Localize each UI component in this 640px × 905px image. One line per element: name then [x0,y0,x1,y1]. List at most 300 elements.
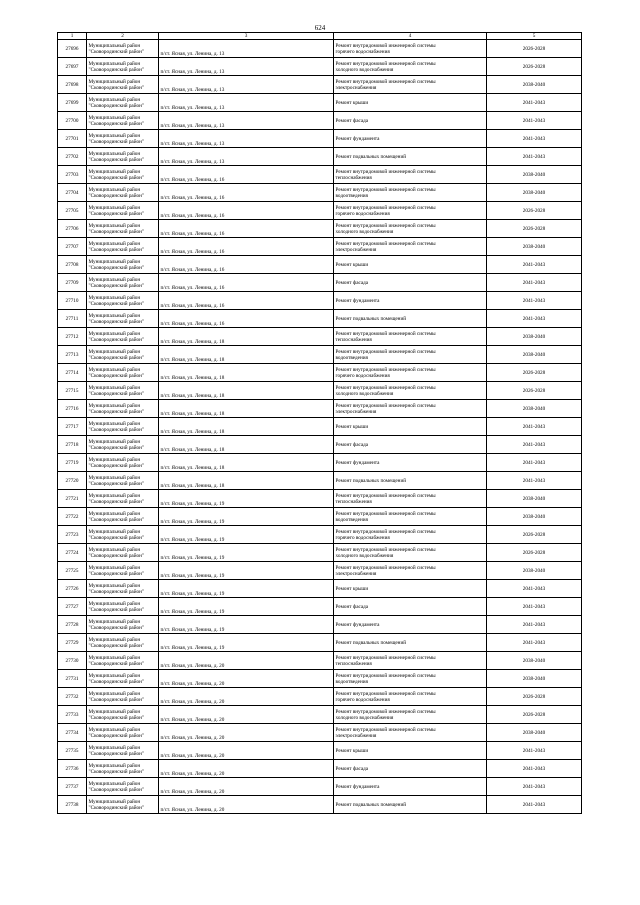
district-line: Муниципальный район [88,510,141,517]
district-cell [87,616,159,634]
address-cell: п/ст. Ясная, ул. Ленина, д. 20 [159,706,334,724]
work-type-line: холодного водоснабжения [335,390,394,397]
years-cell: 2041-2043 [487,256,582,274]
work-type-line: Ремонт внутридомовой инженерной системы [335,222,436,229]
table-row [58,40,582,58]
table-row [58,112,582,130]
row-number-cell: 27732 [58,688,87,706]
work-type-line: Ремонт внутридомовой инженерной системы [335,528,436,535]
district-line: "Сковородинский район" [88,750,144,757]
address-cell: п/ст. Ясная, ул. Ленина, д. 18 [159,418,334,436]
row-number-cell: 27725 [58,562,87,580]
table-row [58,436,582,454]
years-cell: 2038-2040 [487,346,582,364]
district-line: Муниципальный район [88,546,141,553]
district-cell [87,220,159,238]
district-cell [87,724,159,742]
table-row [58,364,582,382]
work-type-line: Ремонт фасада [335,603,369,610]
district-cell [87,544,159,562]
work-type-line: Ремонт внутридомовой инженерной системы [335,186,436,193]
address-cell: п/ст. Ясная, ул. Ленина, д. 16 [159,274,334,292]
table-row [58,382,582,400]
years-cell: 2041-2043 [487,778,582,796]
work-type-cell [334,472,487,490]
work-type-cell [334,418,487,436]
years-cell: 2041-2043 [487,598,582,616]
page-number: 624 [314,24,326,32]
work-type-line: Ремонт подвальных помещений [335,315,407,322]
address-cell: п/ст. Ясная, ул. Ленина, д. 16 [159,166,334,184]
work-type-line: Ремонт внутридомовой инженерной системы [335,492,436,499]
work-type-line: Ремонт внутридомовой инженерной системы [335,240,436,247]
district-line: Муниципальный район [88,348,141,355]
district-cell [87,94,159,112]
district-line: Муниципальный район [88,690,141,697]
address-cell: п/ст. Ясная, ул. Ленина, д. 18 [159,436,334,454]
work-type-cell [334,598,487,616]
work-type-cell [334,274,487,292]
district-line: "Сковородинский район" [88,480,144,487]
work-type-line: Ремонт подвальных помещений [335,153,407,160]
row-number-cell: 27727 [58,598,87,616]
work-type-line: Ремонт внутридомовой инженерной системы [335,204,436,211]
work-type-line: Ремонт подвальных помещений [335,639,407,646]
district-line: Муниципальный район [88,474,141,481]
district-cell [87,112,159,130]
years-cell: 2026-2028 [487,220,582,238]
work-type-line: Ремонт внутридомовой инженерной системы [335,690,436,697]
work-type-cell [334,562,487,580]
work-type-cell [334,202,487,220]
years-cell: 2038-2040 [487,184,582,202]
district-line: Муниципальный район [88,672,141,679]
district-line: "Сковородинский район" [88,804,144,811]
work-type-line: Ремонт подвальных помещений [335,477,407,484]
district-line: "Сковородинский район" [88,390,144,397]
work-type-cell [334,382,487,400]
work-type-cell [334,184,487,202]
work-type-line: Ремонт внутридомовой инженерной системы [335,78,436,85]
work-type-line: Ремонт внутридомовой инженерной системы [335,546,436,553]
work-type-line: Ремонт крыши [335,747,369,754]
years-cell: 2026-2028 [487,526,582,544]
column-header: 2 [87,33,159,40]
district-line: "Сковородинский район" [88,786,144,793]
district-cell [87,760,159,778]
work-type-line: электроснабжения [335,84,377,91]
address-cell: п/ст. Ясная, ул. Ленина, д. 18 [159,346,334,364]
table-row [58,58,582,76]
row-number-cell: 27700 [58,112,87,130]
district-line: "Сковородинский район" [88,696,144,703]
address-cell: п/ст. Ясная, ул. Ленина, д. 19 [159,490,334,508]
district-line: "Сковородинский район" [88,372,144,379]
table-row [58,400,582,418]
address-cell: п/ст. Ясная, ул. Ленина, д. 16 [159,220,334,238]
district-line: Муниципальный район [88,618,141,625]
column-header: 5 [487,33,582,40]
work-type-line: холодного водоснабжения [335,228,394,235]
address-cell: п/ст. Ясная, ул. Ленина, д. 18 [159,382,334,400]
table-row [58,742,582,760]
district-line: Муниципальный район [88,294,141,301]
table-row [58,184,582,202]
work-type-line: Ремонт внутридомовой инженерной системы [335,564,436,571]
row-number-cell: 27721 [58,490,87,508]
district-cell [87,346,159,364]
district-line: Муниципальный район [88,600,141,607]
district-cell [87,706,159,724]
years-cell: 2026-2028 [487,58,582,76]
work-type-line: Ремонт внутридомовой инженерной системы [335,726,436,733]
district-line: Муниципальный район [88,222,141,229]
work-type-cell [334,256,487,274]
district-line: Муниципальный район [88,204,141,211]
row-number-cell: 27699 [58,94,87,112]
row-number-cell: 27701 [58,130,87,148]
table-row [58,688,582,706]
work-type-cell [334,688,487,706]
district-cell [87,508,159,526]
district-line: Муниципальный район [88,258,141,265]
district-line: Муниципальный район [88,132,141,139]
district-line: "Сковородинский район" [88,210,144,217]
address-cell: п/ст. Ясная, ул. Ленина, д. 16 [159,292,334,310]
years-cell: 2041-2043 [487,760,582,778]
district-line: Муниципальный район [88,78,141,85]
district-line: "Сковородинский район" [88,624,144,631]
district-cell [87,454,159,472]
work-type-cell [334,742,487,760]
district-line: "Сковородинский район" [88,426,144,433]
address-cell: п/ст. Ясная, ул. Ленина, д. 16 [159,202,334,220]
district-line: Муниципальный район [88,330,141,337]
table-row [58,148,582,166]
row-number-cell: 27714 [58,364,87,382]
work-type-line: водоотведения [335,678,368,685]
work-type-line: Ремонт фундамента [335,621,380,628]
row-number-cell: 27709 [58,274,87,292]
repair-schedule-table [57,32,582,814]
district-cell [87,688,159,706]
district-line: "Сковородинский район" [88,264,144,271]
row-number-cell: 27731 [58,670,87,688]
work-type-line: горячего водоснабжения [335,210,390,217]
work-type-line: Ремонт внутридомовой инженерной системы [335,402,436,409]
table-row [58,454,582,472]
work-type-line: Ремонт внутридомовой инженерной системы [335,384,436,391]
table-row [58,544,582,562]
work-type-line: холодного водоснабжения [335,66,394,73]
table-row [58,580,582,598]
work-type-line: теплоснабжения [335,498,372,505]
work-type-line: Ремонт внутридомовой инженерной системы [335,330,436,337]
work-type-line: Ремонт крыши [335,585,369,592]
work-type-cell [334,364,487,382]
district-line: "Сковородинский район" [88,732,144,739]
district-line: Муниципальный район [88,654,141,661]
district-line: Муниципальный район [88,798,141,805]
address-cell: п/ст. Ясная, ул. Ленина, д. 20 [159,652,334,670]
row-number-cell: 27698 [58,76,87,94]
table-body [58,40,582,814]
years-cell: 2026-2028 [487,202,582,220]
address-cell: п/ст. Ясная, ул. Ленина, д. 18 [159,400,334,418]
table-row [58,526,582,544]
row-number-cell: 27726 [58,580,87,598]
district-line: "Сковородинский район" [88,606,144,613]
table-row [58,292,582,310]
work-type-line: Ремонт внутридомовой инженерной системы [335,672,436,679]
years-cell: 2041-2043 [487,742,582,760]
table-row [58,94,582,112]
work-type-line: электроснабжения [335,732,377,739]
district-cell [87,598,159,616]
district-line: Муниципальный район [88,492,141,499]
table-row [58,778,582,796]
years-cell: 2038-2040 [487,724,582,742]
row-number-cell: 27736 [58,760,87,778]
row-number-cell: 27728 [58,616,87,634]
row-number-cell: 27712 [58,328,87,346]
district-line: Муниципальный район [88,366,141,373]
work-type-line: горячего водоснабжения [335,372,390,379]
address-cell: п/ст. Ясная, ул. Ленина, д. 19 [159,562,334,580]
district-line: "Сковородинский район" [88,318,144,325]
years-cell: 2041-2043 [487,454,582,472]
district-line: "Сковородинский район" [88,498,144,505]
address-cell: п/ст. Ясная, ул. Ленина, д. 13 [159,148,334,166]
years-cell: 2038-2040 [487,400,582,418]
years-cell: 2026-2028 [487,382,582,400]
work-type-line: водоотведения [335,354,368,361]
work-type-line: Ремонт фасада [335,117,369,124]
district-line: Муниципальный район [88,150,141,157]
table-row [58,724,582,742]
row-number-cell: 27719 [58,454,87,472]
district-line: Муниципальный район [88,780,141,787]
work-type-line: теплоснабжения [335,174,372,181]
district-cell [87,184,159,202]
address-cell: п/ст. Ясная, ул. Ленина, д. 13 [159,40,334,58]
work-type-line: Ремонт подвальных помещений [335,801,407,808]
row-number-cell: 27705 [58,202,87,220]
row-number-cell: 27706 [58,220,87,238]
row-number-cell: 27724 [58,544,87,562]
district-line: Муниципальный район [88,762,141,769]
row-number-cell: 27707 [58,238,87,256]
years-cell: 2026-2028 [487,706,582,724]
address-cell: п/ст. Ясная, ул. Ленина, д. 20 [159,670,334,688]
work-type-line: водоотведения [335,516,368,523]
district-cell [87,76,159,94]
years-cell: 2041-2043 [487,796,582,814]
district-cell [87,364,159,382]
address-cell: п/ст. Ясная, ул. Ленина, д. 19 [159,544,334,562]
address-cell: п/ст. Ясная, ул. Ленина, д. 13 [159,112,334,130]
work-type-cell [334,706,487,724]
district-cell [87,580,159,598]
district-cell [87,58,159,76]
years-cell: 2038-2040 [487,166,582,184]
row-number-cell: 27711 [58,310,87,328]
district-cell [87,274,159,292]
district-line: "Сковородинский район" [88,102,144,109]
years-cell: 2038-2040 [487,508,582,526]
address-cell: п/ст. Ясная, ул. Ленина, д. 20 [159,760,334,778]
years-cell: 2041-2043 [487,472,582,490]
district-cell [87,166,159,184]
work-type-line: Ремонт внутридомовой инженерной системы [335,708,436,715]
district-line: Муниципальный район [88,60,141,67]
district-line: "Сковородинский район" [88,642,144,649]
district-cell [87,382,159,400]
work-type-line: Ремонт внутридомовой инженерной системы [335,366,436,373]
work-type-line: Ремонт фундамента [335,297,380,304]
district-line: "Сковородинский район" [88,462,144,469]
years-cell: 2038-2040 [487,562,582,580]
district-line: "Сковородинский район" [88,408,144,415]
row-number-cell: 27733 [58,706,87,724]
work-type-line: Ремонт внутридомовой инженерной системы [335,168,436,175]
district-line: Муниципальный район [88,564,141,571]
table-row [58,238,582,256]
district-cell [87,310,159,328]
table-row [58,670,582,688]
district-line: "Сковородинский район" [88,48,144,55]
table-row [58,220,582,238]
years-cell: 2041-2043 [487,310,582,328]
table-row [58,706,582,724]
district-cell [87,436,159,454]
work-type-line: теплоснабжения [335,336,372,343]
district-line: "Сковородинский район" [88,570,144,577]
district-line: "Сковородинский район" [88,66,144,73]
district-line: "Сковородинский район" [88,300,144,307]
table-row [58,328,582,346]
work-type-line: Ремонт крыши [335,261,369,268]
years-cell: 2041-2043 [487,94,582,112]
row-number-cell: 27696 [58,40,87,58]
district-line: "Сковородинский район" [88,336,144,343]
years-cell: 2041-2043 [487,274,582,292]
address-cell: п/ст. Ясная, ул. Ленина, д. 19 [159,526,334,544]
table-row [58,346,582,364]
district-line: "Сковородинский район" [88,678,144,685]
work-type-cell [334,76,487,94]
years-cell: 2038-2040 [487,490,582,508]
table-row [58,634,582,652]
years-cell: 2026-2028 [487,364,582,382]
address-cell: п/ст. Ясная, ул. Ленина, д. 18 [159,454,334,472]
district-line: "Сковородинский район" [88,354,144,361]
years-cell: 2038-2040 [487,652,582,670]
row-number-cell: 27738 [58,796,87,814]
district-cell [87,130,159,148]
row-number-cell: 27704 [58,184,87,202]
work-type-line: Ремонт внутридомовой инженерной системы [335,510,436,517]
work-type-cell [334,40,487,58]
work-type-cell [334,220,487,238]
work-type-cell [334,580,487,598]
row-number-cell: 27702 [58,148,87,166]
row-number-cell: 27713 [58,346,87,364]
work-type-cell [334,292,487,310]
address-cell: п/ст. Ясная, ул. Ленина, д. 16 [159,184,334,202]
work-type-cell [334,454,487,472]
district-line: Муниципальный район [88,114,141,121]
district-cell [87,652,159,670]
work-type-cell [334,112,487,130]
row-number-cell: 27710 [58,292,87,310]
work-type-line: Ремонт внутридомовой инженерной системы [335,654,436,661]
row-number-cell: 27735 [58,742,87,760]
district-cell [87,472,159,490]
district-line: Муниципальный район [88,636,141,643]
work-type-line: Ремонт внутридомовой инженерной системы [335,60,436,67]
work-type-line: Ремонт фундамента [335,135,380,142]
table-row [58,472,582,490]
row-number-cell: 27715 [58,382,87,400]
work-type-cell [334,796,487,814]
work-type-line: Ремонт крыши [335,423,369,430]
table-row [58,310,582,328]
work-type-line: горячего водоснабжения [335,534,390,541]
work-type-cell [334,94,487,112]
row-number-cell: 27730 [58,652,87,670]
district-line: "Сковородинский район" [88,660,144,667]
district-cell [87,292,159,310]
address-cell: п/ст. Ясная, ул. Ленина, д. 19 [159,580,334,598]
work-type-line: Ремонт внутридомовой инженерной системы [335,348,436,355]
work-type-cell [334,238,487,256]
district-line: Муниципальный район [88,456,141,463]
years-cell: 2038-2040 [487,328,582,346]
district-line: Муниципальный район [88,582,141,589]
address-cell: п/ст. Ясная, ул. Ленина, д. 19 [159,616,334,634]
district-cell [87,634,159,652]
work-type-cell [334,130,487,148]
district-line: "Сковородинский район" [88,516,144,523]
work-type-line: холодного водоснабжения [335,552,394,559]
address-cell: п/ст. Ясная, ул. Ленина, д. 20 [159,796,334,814]
work-type-cell [334,328,487,346]
years-cell: 2041-2043 [487,292,582,310]
work-type-line: Ремонт крыши [335,99,369,106]
work-type-cell [334,166,487,184]
district-line: Муниципальный район [88,276,141,283]
district-cell [87,328,159,346]
row-number-cell: 27708 [58,256,87,274]
years-cell: 2041-2043 [487,616,582,634]
work-type-cell [334,616,487,634]
table-row [58,274,582,292]
district-cell [87,742,159,760]
work-type-cell [334,436,487,454]
work-type-line: Ремонт фасада [335,441,369,448]
years-cell: 2041-2043 [487,130,582,148]
district-cell [87,148,159,166]
work-type-line: Ремонт фундамента [335,459,380,466]
work-type-cell [334,58,487,76]
district-cell [87,526,159,544]
district-line: "Сковородинский район" [88,714,144,721]
table-row [58,76,582,94]
row-number-cell: 27720 [58,472,87,490]
address-cell: п/ст. Ясная, ул. Ленина, д. 16 [159,310,334,328]
row-number-cell: 27722 [58,508,87,526]
